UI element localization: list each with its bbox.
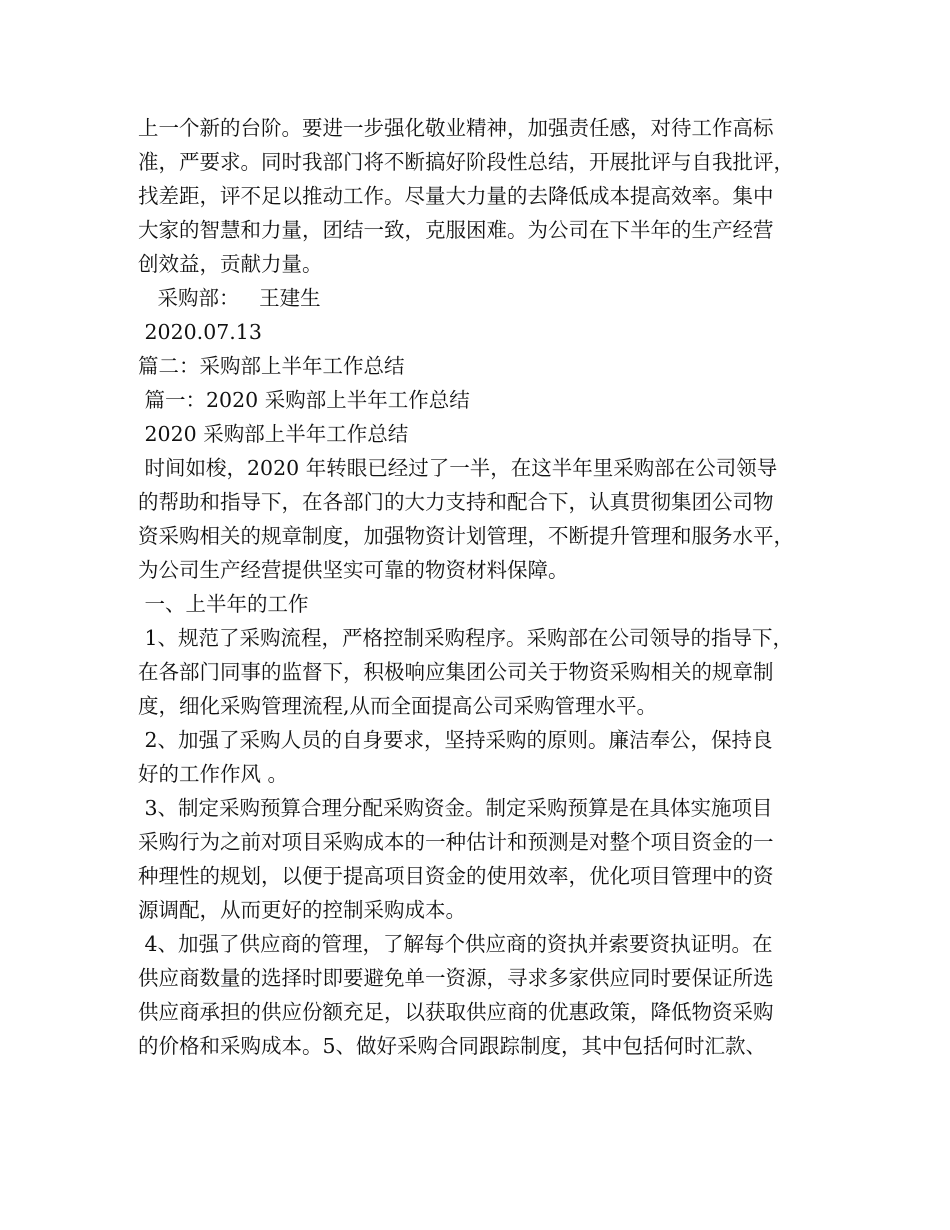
- text-line: 好的工作作风 。: [138, 762, 289, 786]
- section-heading: 篇二：采购部上半年工作总结: [138, 354, 405, 378]
- text-line: 的价格和采购成本。5、做好采购合同跟踪制度，其中包括何时汇款、: [138, 1034, 767, 1058]
- section-heading: 一、上半年的工作: [138, 592, 309, 616]
- text-line: 为公司生产经营提供坚实可靠的物资材料保障。: [138, 558, 569, 582]
- signature-line: 采购部： 王建生: [138, 286, 321, 310]
- text-line: 找差距，评不足以推动工作。尽量大力量的去降低成本提高效率。集中: [138, 184, 774, 208]
- text-line: 供应商数量的选择时即要避免单一资源，寻求多家供应同时要保证所选: [138, 966, 774, 990]
- text-line: 的帮助和指导下，在各部门的大力支持和配合下，认真贯彻集团公司物: [138, 490, 774, 514]
- sub-heading: 2020 采购部上半年工作总结: [138, 422, 409, 446]
- text-line: 2、加强了采购人员的自身要求，坚持采购的原则。廉洁奉公，保持良: [138, 728, 773, 752]
- text-line: 大家的智慧和力量，团结一致，克服困难。为公司在下半年的生产经营: [138, 218, 774, 242]
- text-line: 时间如梭，2020 年转眼已经过了一半，在这半年里采购部在公司领导: [138, 456, 778, 480]
- text-line: 上一个新的台阶。要进一步强化敬业精神，加强责任感，对待工作高标: [138, 116, 774, 140]
- text-line: 在各部门同事的监督下，积极响应集团公司关于物资采购相关的规章制: [138, 660, 774, 684]
- text-line: 创效益，贡献力量。: [138, 252, 323, 276]
- text-line: 3、制定采购预算合理分配采购资金。制定采购预算是在具体实施项目: [138, 796, 773, 820]
- text-line: 源调配，从而更好的控制采购成本。: [138, 898, 466, 922]
- document-body: [138, 111, 828, 1063]
- text-line: 资采购相关的规章制度，加强物资计划管理，不断提升管理和服务水平，: [138, 524, 794, 548]
- text-line: 供应商承担的供应份额充足，以获取供应商的优惠政策，降低物资采购: [138, 1000, 774, 1024]
- date-line: 2020.07.13: [138, 320, 262, 344]
- text-line: 采购行为之前对项目采购成本的一种估计和预测是对整个项目资金的一: [138, 830, 774, 854]
- text-line: 1、规范了采购流程，严格控制采购程序。采购部在公司领导的指导下，: [138, 626, 794, 650]
- text-line: 度，细化采购管理流程,从而全面提高公司采购管理水平。: [138, 694, 658, 718]
- text-line: 种理性的规划，以便于提高项目资金的使用效率，优化项目管理中的资: [138, 864, 774, 888]
- text-line: 准，严要求。同时我部门将不断搞好阶段性总结，开展批评与自我批评，: [138, 150, 794, 174]
- text-line: 4、加强了供应商的管理，了解每个供应商的资执并索要资执证明。在: [138, 932, 773, 956]
- sub-heading: 篇一：2020 采购部上半年工作总结: [138, 388, 470, 412]
